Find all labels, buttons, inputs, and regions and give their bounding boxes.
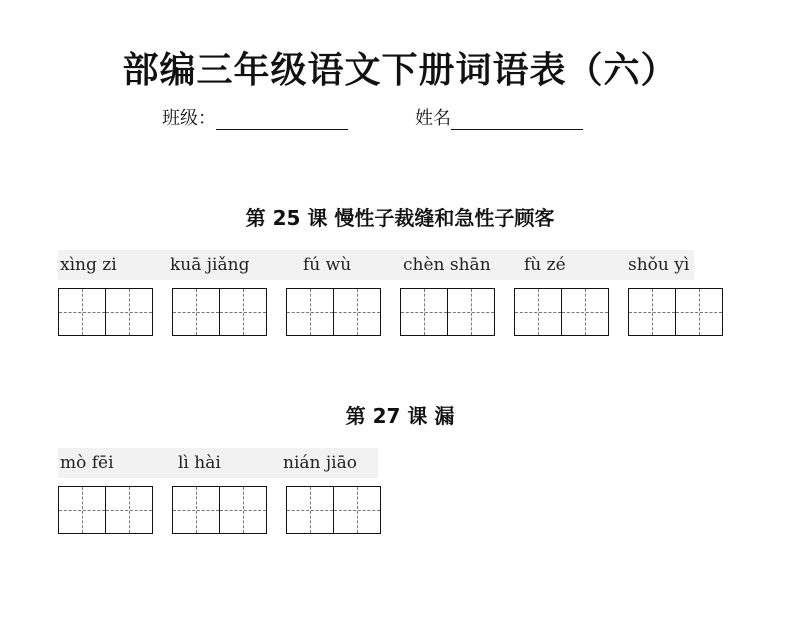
- lesson-25-pinyin-row: [58, 250, 694, 280]
- name-blank-line[interactable]: [451, 109, 583, 130]
- writing-cell[interactable]: [515, 289, 561, 335]
- writing-cell[interactable]: [219, 289, 266, 335]
- class-label: 班级：: [162, 108, 216, 129]
- writing-cell[interactable]: [287, 487, 333, 533]
- writing-cell[interactable]: [173, 487, 219, 533]
- writing-box[interactable]: [628, 288, 723, 336]
- writing-cell[interactable]: [561, 289, 608, 335]
- lesson-25-writing-boxes: [58, 288, 728, 338]
- writing-cell[interactable]: [401, 289, 447, 335]
- writing-cell[interactable]: [629, 289, 675, 335]
- writing-cell[interactable]: [105, 487, 152, 533]
- lesson-25-title: 第 25 课 慢性子裁缝和急性子顾客: [245, 206, 555, 230]
- pinyin-label: xìng zi: [60, 255, 117, 275]
- pinyin-label: shǒu yì: [628, 255, 690, 275]
- pinyin-label: mò fēi: [60, 453, 114, 473]
- writing-box[interactable]: [400, 288, 495, 336]
- writing-cell[interactable]: [447, 289, 494, 335]
- writing-box[interactable]: [58, 486, 153, 534]
- writing-cell[interactable]: [333, 289, 380, 335]
- class-blank-line[interactable]: [216, 109, 348, 130]
- writing-cell[interactable]: [675, 289, 722, 335]
- pinyin-label: lì hài: [178, 453, 221, 473]
- writing-box[interactable]: [514, 288, 609, 336]
- writing-cell[interactable]: [219, 487, 266, 533]
- writing-cell[interactable]: [59, 487, 105, 533]
- pinyin-label: nián jiāo: [283, 453, 357, 473]
- writing-cell[interactable]: [173, 289, 219, 335]
- pinyin-label: fù zé: [524, 255, 566, 275]
- lesson-27-pinyin-row: [58, 448, 378, 478]
- writing-cell[interactable]: [333, 487, 380, 533]
- writing-cell[interactable]: [59, 289, 105, 335]
- page-title: 部编三年级语文下册词语表（六）: [122, 50, 678, 91]
- class-field: [162, 104, 348, 130]
- pinyin-label: fú wù: [303, 255, 352, 275]
- writing-box[interactable]: [286, 486, 381, 534]
- pinyin-label: chèn shān: [403, 255, 491, 275]
- writing-cell[interactable]: [105, 289, 152, 335]
- pinyin-label: kuā jiǎng: [170, 255, 250, 275]
- lesson-27-writing-boxes: [58, 486, 388, 536]
- lesson-27-title: 第 27 课 漏: [345, 404, 455, 428]
- writing-box[interactable]: [172, 486, 267, 534]
- writing-box[interactable]: [172, 288, 267, 336]
- writing-box[interactable]: [286, 288, 381, 336]
- name-label: 姓名: [415, 108, 451, 129]
- name-field: [415, 104, 583, 130]
- writing-cell[interactable]: [287, 289, 333, 335]
- writing-box[interactable]: [58, 288, 153, 336]
